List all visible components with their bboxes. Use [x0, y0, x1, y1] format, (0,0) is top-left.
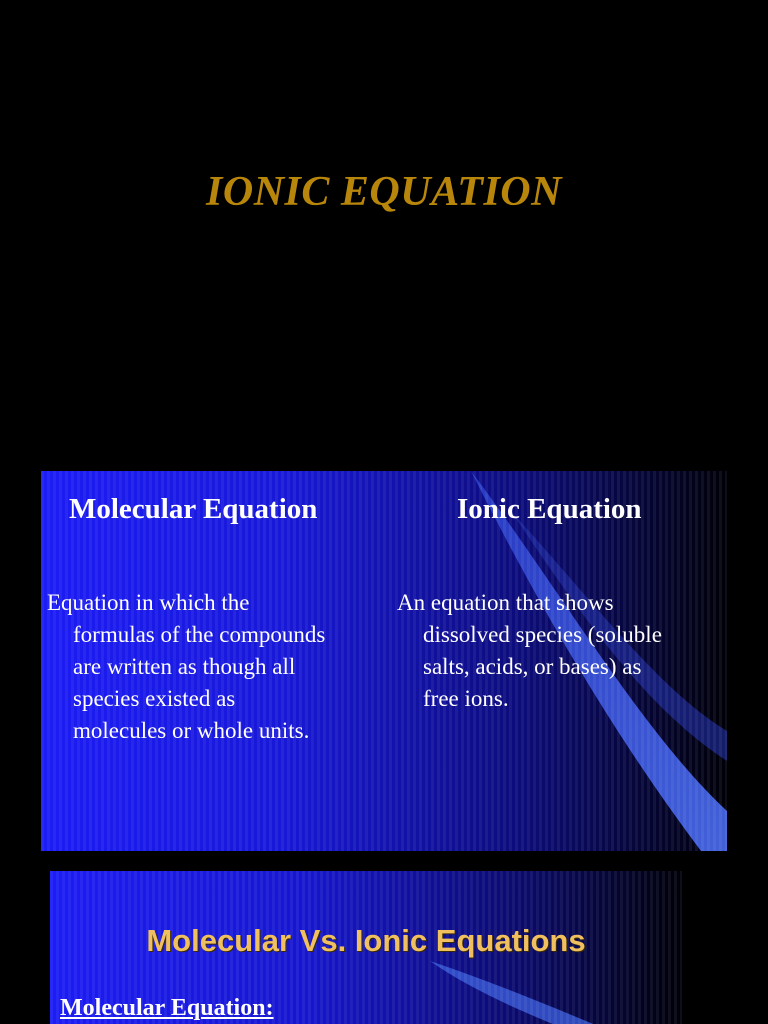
- definition-line: free ions.: [423, 686, 509, 711]
- definition-line: An equation that shows: [397, 590, 614, 615]
- slide-title: Molecular Vs. Ionic Equations: [146, 923, 586, 958]
- definition-line: molecules or whole units.: [73, 718, 310, 743]
- slide-molecular-vs-ionic-equations: [50, 871, 682, 1024]
- definition-line: salts, acids, or bases) as: [423, 654, 642, 679]
- definition-line: are written as though all: [73, 654, 296, 679]
- definition-line: formulas of the compounds: [73, 622, 326, 647]
- slide-molecular-vs-ionic-definitions: [41, 471, 727, 851]
- ionic-equation-heading: Ionic Equation: [457, 493, 642, 525]
- definition-line: species existed as: [73, 686, 236, 711]
- molecular-equation-subheading: Molecular Equation:: [60, 995, 274, 1021]
- molecular-equation-heading: Molecular Equation: [69, 493, 318, 525]
- document-title: IONIC EQUATION: [206, 169, 562, 215]
- definition-line: dissolved species (soluble: [423, 622, 662, 647]
- molecular-equation-definition: [47, 587, 387, 747]
- ionic-equation-definition: [397, 587, 727, 715]
- definition-line: Equation in which the: [47, 590, 250, 615]
